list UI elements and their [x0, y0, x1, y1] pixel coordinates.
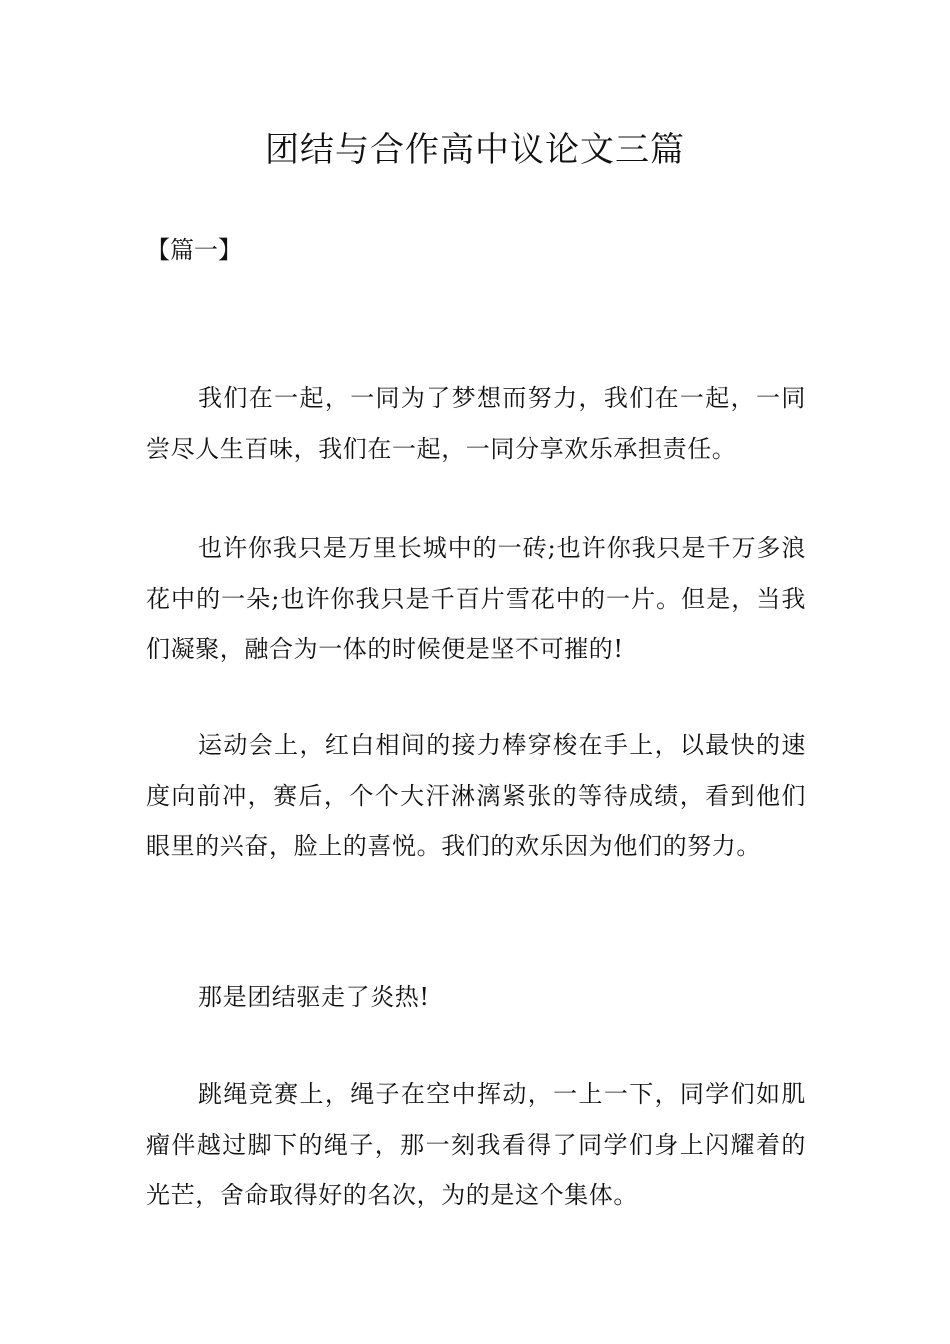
section-label: 【篇一】	[146, 236, 242, 264]
paragraph: 跳绳竞赛上，绳子在空中挥动，一上一下，同学们如肌瘤伴越过脚下的绳子，那一刻我看得了同学们身上闪耀着的光芒，舍命取得好的名次，为的是这个集体。	[146, 1080, 806, 1209]
paragraph: 我们在一起，一同为了梦想而努力，我们在一起，一同尝尽人生百味，我们在一起，一同分享欢乐承担责任。	[146, 384, 806, 463]
paragraph: 运动会上，红白相间的接力棒穿梭在手上，以最快的速度向前冲，赛后，个个大汗淋漓紧张的等待成绩，看到他们眼里的兴奋，脸上的喜悦。我们的欢乐因为他们的努力。	[146, 731, 806, 860]
paragraph: 那是团结驱走了炎热!	[198, 983, 430, 1011]
page-title: 团结与合作高中议论文三篇	[265, 130, 685, 170]
paragraph: 也许你我只是万里长城中的一砖;也许你我只是千万多浪花中的一朵;也许你我只是千百片雪花中的一片。但是，当我们凝聚，融合为一体的时候便是坚不可摧的!	[146, 534, 806, 663]
